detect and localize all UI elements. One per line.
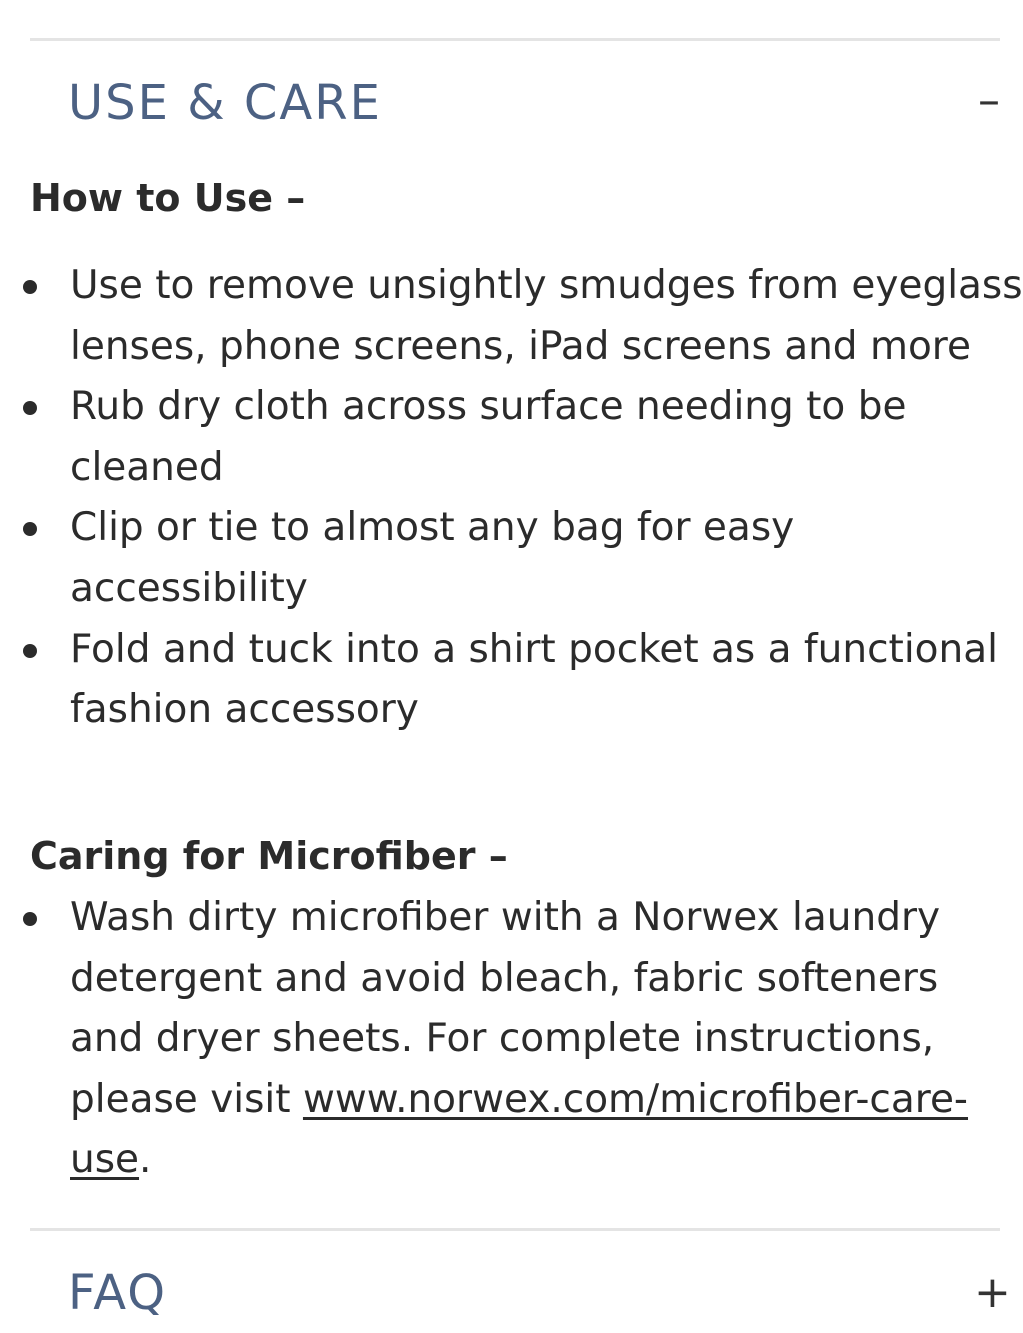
- caring-list: [0, 888, 1000, 1191]
- microfiber-care-link-continued[interactable]: use: [70, 1137, 140, 1183]
- caring-for-microfiber-heading: Caring for Microfiber –: [30, 834, 508, 878]
- use-care-accordion-header[interactable]: [0, 41, 1000, 161]
- list-item: Wash dirty microfiber with a Norwex laundry detergent and avoid bleach, fabric softeners and dryer sheets. For complete instructions, please visit www.norwex.com/microfiber-care- use.: [0, 888, 1000, 1191]
- list-item: Use to remove unsightly smudges from eyeglass lenses, phone screens, iPad screens and more: [0, 256, 1000, 377]
- bullet-icon: [23, 644, 37, 658]
- faq-title: FAQ: [68, 1265, 167, 1321]
- expand-icon[interactable]: +: [974, 1267, 1011, 1318]
- use-care-title: USE & CARE: [68, 75, 382, 131]
- list-item: Clip or tie to almost any bag for easy accessibility: [0, 498, 1000, 619]
- bullet-icon: [23, 280, 37, 294]
- faq-accordion-header[interactable]: [0, 1231, 1011, 1333]
- how-to-use-list: [0, 256, 1023, 741]
- bullet-icon: [23, 522, 37, 536]
- bullet-icon: [23, 912, 37, 926]
- how-to-use-heading: How to Use –: [30, 176, 306, 220]
- list-item: Rub dry cloth across surface needing to be cleaned: [0, 377, 1000, 498]
- list-item: Fold and tuck into a shirt pocket as a functional fashion accessory: [0, 620, 1000, 741]
- microfiber-care-link[interactable]: www.norwex.com/microfiber-care-: [302, 1076, 969, 1122]
- bullet-icon: [23, 401, 37, 415]
- collapse-icon[interactable]: –: [978, 75, 1000, 126]
